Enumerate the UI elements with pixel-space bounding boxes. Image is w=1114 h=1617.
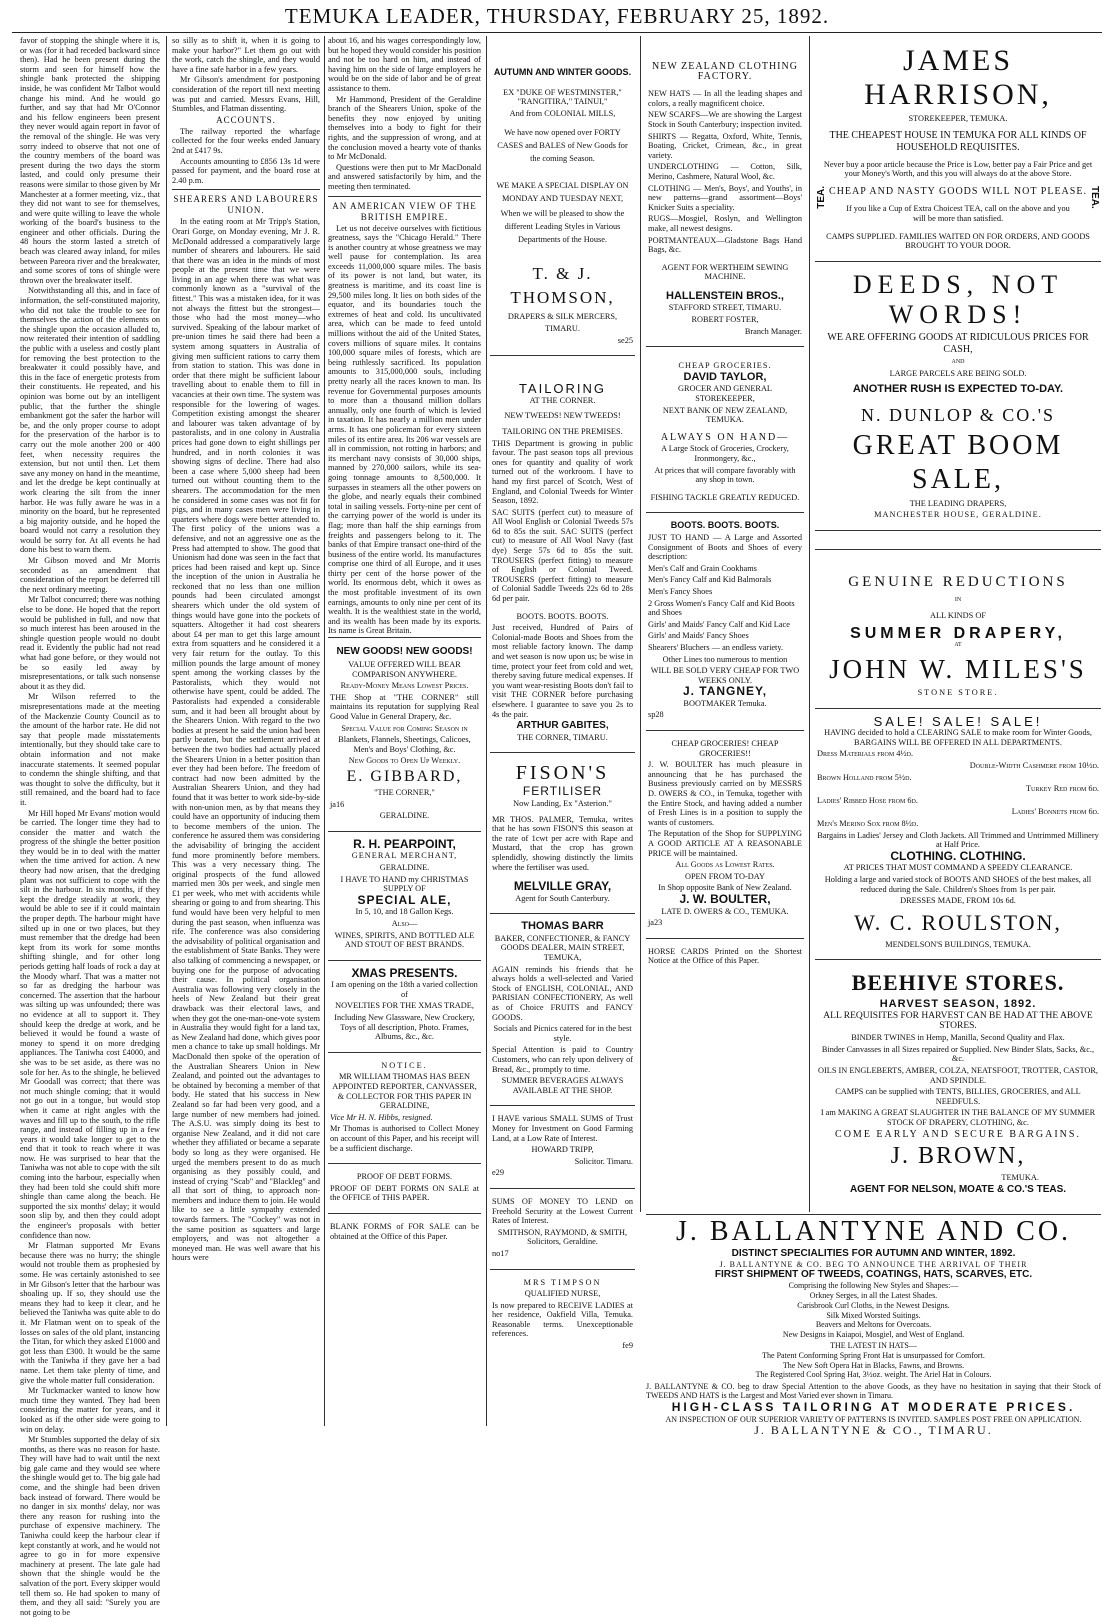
ad-line: Bargains in Ladies' Jersey and Cloth Jackets. All Trimmed and Untrimmed Millinery at Half Price.	[817, 830, 1099, 850]
ad-line: Holding a large and varied stock of BOOTS AND SHOES of the best makes, all reduced during the Sale. Children's Shoes from 1s per pair.	[824, 875, 1092, 894]
ad-advertiser: J. TANGNEY,	[682, 684, 768, 699]
ad-line: NEW TWEEDS! NEW TWEEDS!	[504, 411, 621, 421]
fison-ad	[490, 753, 635, 914]
smithson-ad	[490, 1189, 635, 1270]
list-item: Turkey Red from 6d.	[1025, 784, 1099, 794]
ad-line: I HAVE various SMALL SUMS of Trust Money for Investment on Good Farming Land, at a Low Rate of Interest.	[492, 1114, 633, 1143]
ad-line: In 5, 10, and 18 Gallon Kegs.	[355, 907, 454, 917]
ad-line: THIS Department is growing in public favour. The past season tops all previous ones for quantity and quality of work turned out of the workroom. I have to hand my first parcel of Scotch, West of England, and Colonial Tweeds for Winter Season, 1892.	[492, 438, 633, 506]
ad-line: EX "DUKE OF WESTMINSTER," "RANGITIRA," TAINUI,"	[503, 87, 622, 107]
ad-line: "THE CORNER,"	[374, 787, 435, 797]
column-rule	[809, 36, 810, 1212]
ad-line: Special Value for Coming Season in	[341, 723, 468, 733]
list-item: Ladies' Bonnets from 6d.	[1011, 807, 1099, 817]
ad-line: Also—	[391, 918, 418, 928]
harrison-ad	[815, 36, 1101, 262]
ad-line: Including New Glassware, New Crockery, Toys of all description, Photo. Frames, Albums, &c., &c.	[334, 1013, 475, 1042]
paragraph: so silly as to shift it, when it is going to make your harbor?" Let them go out with the work, catch the shingle, and they would have a fine safe harbor in a few years.	[172, 36, 320, 74]
ad-ref: no17	[492, 1248, 509, 1258]
ad-line: Comprising the following New Styles and Shapes:—	[788, 1280, 959, 1290]
ad-advertiser: T. & J. THOMSON,	[510, 264, 615, 308]
ad-advertiser: N. DUNLOP & CO.'S	[860, 404, 1056, 425]
paragraph: Questions were then put to Mr MacDonald and answered satisfactorily by him, and the meeting then terminated.	[328, 162, 481, 191]
ad-line: CLOTHING — Men's, Boys', and Youths', in new patterns—grand assortment—Boys' Knicker Suits a speciality.	[648, 183, 802, 212]
ad-line: BOOTS. BOOTS. BOOTS.	[516, 611, 609, 621]
ad-line: Solicitor. Timaru.	[574, 1156, 633, 1166]
ad-line: A Large Stock of Groceries, Crockery, Ironmongery, &c.,	[661, 444, 789, 463]
ad-headline: HARVEST SEASON, 1892.	[879, 998, 1037, 1011]
ad-headline: SUMMER DRAPERY,	[850, 624, 1066, 642]
ad-headline: FISON'S	[515, 762, 610, 785]
list-item: Men's Merino Sox from 8½d.	[817, 819, 919, 829]
ad-line: SAC SUITS (perfect cut) to measure of All Wool English or Colonial Tweeds 57s 6d to 85s the suit. SAC SUITS (perfect cut) to measure of All Wool Navy (fast dye) Serge 57s 6d to 85s the suit. TROUSERS (perfect fitting) to measure of English or Colonial Tweed. TROUSERS (perfect fitting) to measure of Colonial Saddle Tweeds 22s 6d to 28s 6d per pair.	[492, 507, 633, 604]
ad-line: GENERAL MERCHANT,	[351, 851, 458, 861]
ad-headline: ANOTHER RUSH IS EXPECTED TO-DAY.	[852, 382, 1064, 395]
ad-advertiser: SMITHSON, RAYMOND, & SMITH, Solicitors, Geraldine.	[497, 1227, 628, 1247]
column-5	[646, 36, 804, 1212]
ad-line: CHEAP AND NASTY GOODS WILL NOT PLEASE.	[829, 185, 1087, 197]
ad-line: Vice Mr H. N. Hibbs, resigned.	[330, 1112, 433, 1122]
list-item: Men's Fancy Calf and Kid Balmorals	[648, 575, 772, 585]
list-item: Ladies' Ribbed Hose from 6d.	[817, 795, 918, 805]
ad-headline: NEW GOODS! NEW GOODS!	[336, 646, 473, 658]
paragraph: Let us not deceive ourselves with fictitious greatness, says the "Chicago Herald." There is another country at whose greatness we may well pause for contemplation. Its area exceeds 11,000,000 square miles. The basis of its power is not land, but water, its greatness is maritime, and its coast line is 29,500 miles long. It lies on both sides of the equator, and its boundaries touch the extremes of heat and cold. Its uncultivated area, which can be made to feed untold millions without the aid of the United States, covers millions of square miles. It contains 100,000 square miles of forests, which are being ruthlessly sacrificed. Its population amounts to 315,000,000 souls, including pretty nearly all the races known to man. Its revenue for Governmental purposes amounts to more than a thousand million dollars annually, only one fourth of which is levied in taxation. It has nearly a million men under arms. It has one policeman for every sixteen miles of its entire area. Its 206 war vessels are all in commission, not rotting in harbors; and its merchant navy consists of 30,000 ships, manned by 270,000 sailors, while its sea-going tonnage amounts to 8,500,000. It surpasses in steamers all the other powers on the globe, and nearly equals their combined total in sailing vessels. Forty-nine per cent of the carrying power of the world is under its flag; more than half the ship earnings from freights and passengers belong to it. The banks of that Empire transact one-third of the business of the entire world. Its manufactures comprise one third of all Europe, and it uses thirty per cent of the horse power of the world. Its enormous debt, which it owes as the most profitable investment of its own earnings, amounts to only nine per cent of its wealth. It is the wealthiest state in the world, and its wealth has been made by its exports. Its name is Great Britain.	[328, 223, 481, 636]
ad-ref: sp28	[648, 710, 664, 720]
ad-line: STONE STORE.	[917, 688, 999, 698]
ad-headline: BOOTS. BOOTS. BOOTS.	[670, 520, 780, 531]
ad-advertiser: MELVILLE GRAY,	[513, 879, 612, 894]
divider	[328, 196, 481, 197]
ad-line: SUMS OF MONEY TO LEND on Freehold Security at the Lowest Current Rates of Interest.	[492, 1196, 633, 1226]
ad-headline: PROOF OF DEBT FORMS.	[356, 1172, 453, 1182]
ad-advertiser: DAVID TAYLOR,	[683, 370, 767, 383]
miles-ad	[815, 549, 1101, 709]
ad-ref: ja23	[648, 918, 663, 928]
ad-line: BLANK FORMS of FOR SALE can be obtained at the Office of this Paper.	[330, 1221, 479, 1241]
ad-line: OPEN FROM TO-DAY	[684, 871, 766, 881]
ad-line: TIMARU.	[545, 323, 580, 333]
paragraph: Mr Hammond, President of the Geraldine branch of the Shearers Union, spoke of the benefits they now enjoyed by uniting themselves into a body to fight for their rights, and the suppression of wrong, and at the conclusion moved a hearty vote of thanks to Mr McDonald.	[328, 94, 481, 162]
taylor-ad	[646, 347, 804, 513]
hallenstein-ad	[646, 36, 804, 347]
ad-line: ROBERT FOSTER,	[691, 315, 759, 325]
paragraph: Mr Gibson moved and Mr Morris seconded as an amendment that consideration of the report be deferred till the next ordinary meeting.	[20, 556, 160, 594]
roulston-ad	[815, 709, 1101, 961]
ad-line: QUALIFIED NURSE,	[524, 1289, 601, 1299]
list-item: Silk Mixed Worsted Suitings.	[826, 1310, 921, 1320]
ad-line: HORSE CARDS Printed on the Shortest Notice at the Office of this Paper.	[648, 946, 802, 966]
paragraph: Notwithstanding all this, and in face of information, the self-constituted majority, who did not take the trouble to see for themselves the action of the elements on the shingle upon the occasion alluded to, now reiterated their intention of saddling the public with a useless and costly plant for removing the best protection to the breakwater it could possibly have, and this in the face of energetic protests from their constituents. He repeated, and his opinion was borne out by an intelligent public, that the further the shingle embankment got the safer the harbor will be, and the only proper course to adopt for the preservation of the harbor is to carry out the mole another 200 or 400 feet, when necessity requires the extension, but not until then. Let them save any money on hand in the meantime, and let the dredge be kept continually at work clearing the silt from the inner harbor. He was fully aware he was in a minority on the board, but he represented a big majority outside, and he hoped the board would not carry a resolution they would be sorry for. At all events he had done his best to warn them.	[20, 286, 160, 555]
ad-line: The Reputation of the Shop for SUPPLYING A GOOD ARTICLE AT A REASONABLE PRICE will be maintained.	[648, 829, 802, 858]
list-item: The Patent Conforming Spring Front Hat is unsurpassed for Comfort.	[762, 1350, 985, 1360]
ad-line: WILL BE SOLD VERY CHEAP FOR TWO WEEKS ONLY.	[650, 666, 800, 685]
ad-line: TAILORING ON THE PREMISES.	[502, 426, 623, 436]
paragraph: Mr Flatman supported Mr Evans because there was no hurry; the shingle would not trouble them as prophesied by some. He was certainly astonished to see in Mr Gibson's letter that the harbour was shoaling up. If so, they should use the means they had to keep it clear, and he believed the Taniwha was quite able to do it. Mr Flatman went on to speak of the losses on sales of the old plant, instancing the Titan, for which they asked £1000 and got less than £300. It would be the same with the Taniwha if they gave her a bad name. Let them take plenty of time, and give the whole matter full consideration.	[20, 1241, 160, 1385]
ad-advertiser: J. W. BOULTER,	[679, 891, 771, 906]
list-item: New Designs in Kaiapoi, Mosgiel, and West of England.	[782, 1329, 965, 1339]
ad-line: AT PRICES THAT MUST COMMAND A SPEEDY CLEARANCE.	[843, 863, 1073, 873]
gibbard-ad	[328, 637, 481, 832]
tailoring-ad	[490, 376, 635, 753]
ad-line: Blankets, Flannels, Sheetings, Calicoes, Men's and Boys' Clothing, &c.	[338, 735, 471, 754]
column-4	[490, 36, 635, 1426]
ad-line: I am MAKING A GREAT SLAUGHTER IN THE BALANCE OF MY SUMMER STOCK OF DRAPERY, CLOTHING, &c.	[820, 1108, 1096, 1127]
ad-line: DRESSES MADE, FROM 10s 6d.	[900, 896, 1016, 906]
ad-advertiser: E. GIBBARD,	[346, 767, 463, 785]
ad-advertiser: W. C. ROULSTON,	[854, 909, 1062, 935]
ad-ref: fe9	[622, 1341, 633, 1351]
paragraph: Mr Tuckmacker wanted to know how much time they wanted. They had been considering the matter for years, and it looked as if the other side were going to win on delay.	[20, 1386, 160, 1434]
ad-line: NOVELTIES FOR THE XMAS TRADE,	[335, 1001, 474, 1011]
ad-line: NEXT BANK OF NEW ZEALAND, TEMUKA.	[662, 405, 788, 425]
ad-line: MANCHESTER HOUSE, GERALDINE.	[874, 510, 1042, 520]
article-heading: AN AMERICAN VIEW OF THE BRITISH EMPIRE.	[332, 200, 477, 222]
ad-line: J. W. BOULTER has much pleasure in announcing that he has purchased the Business previously carried on by MESSRS D. OWERS & CO., in Temuka, together with the Entire Stock, and having added a number of Fresh Lines is in a position to supply the wants of customers.	[648, 760, 802, 827]
list-item: The Registered Cool Spring Hat, 3½oz. weight. The Ariel Hat in Colours.	[755, 1370, 992, 1380]
ad-line: In Shop opposite Bank of New Zealand.	[658, 883, 792, 893]
ad-line: WINES, SPIRITS, AND BOTTLED ALE AND STOUT OF BEST BRANDS.	[334, 930, 475, 950]
ad-ref: se25	[617, 335, 633, 345]
ad-advertiser: HALLENSTEIN BROS.,	[666, 289, 784, 302]
ad-line: DRAPERS & SILK MERCERS,	[507, 312, 618, 322]
paragraph: Mr Wilson referred to the misrepresentations made at the meeting of the Mackenzie County Council as to the amount of the harbor rate. He did not say that people made misstatements intentionally, but they should take care to obtain information and not make inaccurate statements. It seemed popular to condemn the shingle shifting, and that was thought to solve the difficulty, but it still remained, and the board had to face it.	[20, 692, 160, 807]
ad-ref: ja16	[330, 799, 345, 809]
article-heading: SHEARERS AND LABOURERS UNION.	[173, 194, 319, 216]
ad-line: I HAVE TO HAND my CHRISTMAS SUPPLY OF	[340, 874, 469, 894]
ad-line: THE Shop at "THE CORNER" still maintains its reputation for supplying Real Good Value in General Drapery, &c.	[330, 692, 479, 721]
ad-line: NEW HATS — In all the leading shapes and colors, a really magnificent choice.	[648, 89, 802, 108]
ad-line: AN INSPECTION OF OUR SUPERIOR VARIETY OF PATTERNS IS INVITED. SAMPLES POST FREE ON APPLICATION.	[665, 1414, 1082, 1424]
ad-line: PORTMANTEAUX—Gladstone Bags Hand Bags, &c.	[648, 235, 802, 255]
ad-line: BINDER TWINES in Hemp, Manilla, Second Quality and Flax.	[851, 1033, 1065, 1043]
list-item: The New Soft Opera Hat in Blacks, Fawns, and Browns.	[782, 1360, 965, 1370]
ad-line: AGENT FOR WERTHEIM SEWING MACHINE.	[661, 262, 789, 282]
ad-headline: GENUINE REDUCTIONS	[848, 573, 1068, 590]
tripp-ad	[490, 1106, 635, 1189]
paragraph: Mr Stumbles supported the delay of six months, as there was no reason for haste. They will have had to wait until the next big gale came and they would see where the shingle would get to. The big gale had come, and the shingle had been driven back instead of forward. There would be no danger in six months' delay, nor was there any reason for rushing into the purchase of expensive machinery. The Taniwha could keep the harbour clear if kept constantly at work, and he would not agree to go in for more expensive machinery at present. The late gale had shown that the shingle would be the salvation of the port. Every skipper would tell them so. He had spoken to many of them, and they all said: "Surely you are not going to be	[20, 1435, 160, 1617]
ad-line: AGAIN reminds his friends that he always holds a well-selected and Varied Stock of ENGLISH, COLONIAL, AND PARISIAN CONFECTIONERY, As well as of Choice FRUITS and FANCY GOODS.	[492, 964, 633, 1022]
blank-forms-ad	[328, 1214, 481, 1251]
ad-line: At prices that will compare favorably with any shop in town.	[654, 465, 796, 485]
ad-line: GERALDINE.	[379, 811, 430, 821]
pearpoint-ad	[328, 832, 481, 961]
list-item: Orkney Serges, in all the Latest Shades.	[809, 1291, 938, 1301]
ad-ref: e29	[492, 1168, 504, 1178]
ad-line: GERALDINE.	[379, 862, 430, 872]
ad-line: If you like a Cup of Extra Choicest TEA, call on the above and you will be more than satisfied.	[846, 204, 1070, 223]
column-rule	[640, 36, 641, 1212]
ad-line: FISHING TACKLE GREATLY REDUCED.	[650, 492, 800, 502]
section-heading: ACCOUNTS.	[216, 114, 276, 125]
proof-ad	[328, 1164, 481, 1214]
ad-headline: BEEHIVE STORES.	[851, 970, 1065, 996]
column-rule	[324, 36, 325, 1426]
ad-line: Agent for South Canterbury.	[515, 893, 610, 903]
paragraph: Mr Talbot concurred; there was nothing else to be done. He hoped that the report would be published in full, and now that so much interest has been aroused in the shingle question people would no doubt read it. Evidently the public had not read what had gone before, or they would not be so easily led away by misrepresentations, or talk such nonsense about it as they did.	[20, 595, 160, 691]
ad-line: AGENT FOR NELSON, MOATE & CO.'S TEAS.	[849, 1183, 1067, 1195]
ad-line: LATE D. OWERS & CO., TEMUKA.	[661, 906, 789, 916]
ad-line: Now Landing, Ex "Asterion."	[513, 798, 612, 808]
ad-line: SHIRTS — Regatta, Oxford, White, Tennis, Boating, Cricket, Crimean, &c., in great variety.	[648, 131, 802, 160]
ad-line: JUST TO HAND — A Large and Assorted Consignment of Boots and Shoes of every description:	[648, 532, 802, 562]
column-rule	[486, 36, 487, 1426]
ad-line: SUMMER BEVERAGES ALWAYS AVAILABLE AT THE SHOP.	[501, 1076, 624, 1095]
ad-line: ALL REQUISITES FOR HARVEST CAN BE HAD AT THE ABOVE STORES.	[823, 1010, 1093, 1031]
ad-line: PROOF OF DEBT FORMS ON SALE at the OFFICE of THIS PAPER.	[330, 1183, 479, 1203]
list-item: Men's Fancy Shoes	[648, 586, 713, 596]
ad-headline: FERTILISER	[522, 784, 603, 799]
barr-ad	[490, 914, 635, 1106]
column-3	[328, 36, 481, 1426]
list-item: Shearers' Bluchers — an endless variety.	[648, 642, 784, 652]
boulter-ad	[646, 731, 804, 939]
ad-line: We have now opened over FORTY CASES and BALES of New Goods for the coming Season.	[497, 128, 628, 164]
tangney-ad	[646, 513, 804, 731]
paragraph: In the eating room at Mr Tripp's Station, Orari Gorge, on Monday evening, Mr J. R. McDonald addressed a comparatively large number of shearers and labourers. He said that there was an idea in the minds of most people at the present time that we were living in an age when there was what was commonly known as a "survival of the fittest." This was a mistaken idea, for it was not always the fittest but the strongest—those who had the most money—who survived. Speaking of the labour market of pre-union times he said there had been a system among squatters in Australia of giving men sufficient rations to carry them from station to station. This was done in order that there might be sufficient labour travelling about to enable them to fill in vacancies at their own time. The system was responsible for the lowering of wages. Competition existing amongst the shearer and labourer was taken advantage of by pastoralists, and in one colony in Australia prices had gone down to eight shillings per hundred, and in north colonies it was showing signs of decline. There had also been a case where 5,000 sheep had been turned out without counting them to the shearers. The accommodation for the men he considered in some cases was not fit for pigs, and in many cases men were living in quarters where dogs were better attended to. The first policy of the unions was a defensive, and not an aggressive one as the Press had attempted to show. The good that Unionism had done was seen in the fact that prices had been raised and kept up. Since the inception of the union in Australia he reckoned that no less than one million pounds had been circulated amongst shearers which under the old system of things would have gone into the pockets of squatters. Altogether it had cost shearers about £4 per man to get this large amount extra from squatters and he considered it a very fair return for the outlay. To this million pounds the large amount of money spent among the working classes by the Pastoralists, which they would not otherwise have spent, could be added. The Pastoralists had expended a considerable sum, and it had been all brought about by the Shearers Union. With regard to the two bodies at present he said the union had been partly beaten, but the settlement arrived at between the two bodies had actually placed the Shearers Union in a better position than ever they had been before. The freedom of contract had now been admitted by the Australian Shearers Union, and they had found that it was better to work side-by-side with non-union men, as by that means they could have an opportunity of inducing them to become members of the union. The conference he assured them was considering the advisability of bringing the accident fund more prominently before members. This was a very necessary thing. The original prospects of the fund allowed married men 30s per week, and single men £1 per week, who met with accidents while shearing or going to and from shearing. This fund would have been very helpful to men during the past season, when influenza was rife. The conference was also considering the advisability of political organisation and the establishment of State Banks. They were also talking of commencing a newspaper, or buying one for the purpose of advocating their cause. In political organisation Australia was following very closely in the heels of New Zealand but their great drawback was their electoral laws, and when they got the one-man-one-vote system in Australia they would fight for a land tax, as New Zealand had done, which gives poor men a chance to take up small holdings. Mr MacDonald then spoke of the operation of the Australian Shearers Union in New Zealand, and pointed out the advantages to be obtained by becoming a member of that body. He stated that his success in New Zealand so far had been very good, and a large number of new members had joined. The A.S.U. was simply doing its best to organise New Zealand, and it did not care whether they affiliated or became a separate body so long as they were organised. He urged the members present to do as much organising as they possibly could, and instead of crying "Scab" and "Blackleg" and all that sort of thing, to approach non-members and induce them to join. He would like to see a little sympathy extended towards farmers. The "Cockey" was not in the same position as squatters and large employers, and was not altogether a moneyed man. He was well aware that his hours were	[172, 217, 320, 1263]
ad-line: MR THOS. PALMER, Temuka, writes that he has sown FISON'S this season at the rate of 1cwt per acre with Rape and Mustard, that the crop has grown splendidly, showing distinctly the limits where the fertiliser was used.	[492, 814, 633, 872]
ad-advertiser: MRS TIMPSON	[523, 1277, 602, 1287]
ad-headline: NOTICE.	[381, 1060, 428, 1070]
ad-advertiser: J. BALLANTYNE & CO., TIMARU.	[754, 1423, 993, 1438]
list-item: Carisbrook Curl Cloths, in the Newest Designs.	[797, 1300, 950, 1310]
ad-line: CAMPS SUPPLIED. FAMILIES WAITED ON FOR ORDERS, AND GOODS BROUGHT TO YOUR DOOR.	[826, 231, 1090, 251]
list-item: Girls' and Maids' Fancy Calf and Kid Lace	[648, 619, 790, 629]
ad-line: Binder Canvasses in all Sizes repaired or Supplied. New Binder Slats, Sacks, &c., &c.	[821, 1044, 1095, 1064]
ad-line: New Goods to Open Up Weekly.	[348, 756, 461, 766]
ad-line: VALUE OFFERED WILL BEAR COMPARISON ANYWHERE.	[348, 660, 461, 679]
ad-headline: DISTINCT SPECIALITIES FOR AUTUMN AND WINTER, 1892.	[731, 1248, 1016, 1259]
ad-advertiser: J. BROWN,	[890, 1143, 1026, 1170]
ad-line: And from COLONIAL MILLS,	[509, 108, 616, 118]
ad-line: ALL KINDS OF	[930, 611, 986, 621]
ad-line: WE ARE OFFERING GOODS AT RIDICULOUS PRICES FOR CASH,	[827, 331, 1089, 355]
ad-headline: FIRST SHIPMENT OF TWEEDS, COATINGS, HATS, SCARVES, ETC.	[714, 1269, 1033, 1281]
ad-headline: XMAS PRESENTS.	[351, 965, 458, 980]
ad-headline: GREAT BOOM SALE,	[852, 429, 1064, 495]
ad-advertiser: ARTHUR GABITES,	[516, 720, 609, 732]
masthead-rule	[12, 32, 1102, 33]
ad-line: MENDELSON'S BUILDINGS, TEMUKA.	[885, 939, 1031, 949]
ad-headline: CLOTHING. CLOTHING.	[890, 848, 1026, 863]
ad-line: All Goods as Lowest Rates.	[675, 860, 775, 870]
column-rule	[166, 36, 167, 1426]
ad-line: THE CORNER, TIMARU.	[517, 732, 608, 742]
ad-line: OILS IN ENGLEBERTS, AMBER, COLZA, NEATSFOOT, TROTTER, CASTOR, AND SPINDLE.	[818, 1065, 1098, 1085]
ad-line: BAKER, CONFECTIONER, & FANCY GOODS DEALER, MAIN STREET, TEMUKA,	[494, 933, 631, 963]
ad-line: GROCER AND GENERAL STOREKEEPER,	[677, 384, 773, 404]
ad-advertiser: J. BALLANTYNE AND CO.	[675, 1216, 1072, 1247]
ad-line: Special Attention is paid to Country Customers, who can rely upon delivery of Bread, &c., promptly to time.	[492, 1045, 633, 1074]
brown-ad	[815, 960, 1101, 1204]
ad-line: THE LATEST IN HATS—	[830, 1341, 917, 1351]
notice-ad	[328, 1053, 481, 1164]
xmas-ad	[328, 961, 481, 1053]
paragraph: Mr Gibson's amendment for postponing consideration of the report till next meeting was put and carried. Messrs Evans, Hill, Stumbles, and Flatman dissenting.	[172, 75, 320, 114]
ad-line: Branch Manager.	[744, 326, 802, 336]
ad-line: AND	[951, 358, 965, 365]
ad-line: When we will be pleased to show the different Leading Styles in Various Departments of the House.	[500, 209, 625, 245]
ad-line: COME EARLY AND SECURE BARGAINS.	[835, 1128, 1081, 1140]
ad-line: AT THE CORNER.	[529, 395, 596, 405]
ad-advertiser: JOHN W. MILES'S	[829, 654, 1087, 685]
ad-line: Mr Thomas is authorised to Collect Money on account of this Paper, and his receipt will be a sufficient discharge.	[330, 1124, 479, 1153]
ad-line: Never buy a poor article because the Price is Low, better pay a Fair Price and get your Money's Worth, and this you will always do at the above Store.	[823, 159, 1093, 179]
ad-line: RUGS—Mosgiel, Roslyn, and Wellington make, all newest designs.	[648, 214, 802, 233]
ad-line: J. BALLANTYNE & CO. beg to draw Special Attention to the above Goods, as they have no hesitation in saying that their Stock of TWEEDS AND HATS is the Largest and Most Varied ever shown in Timaru.	[646, 1381, 1101, 1401]
ad-line: J. BALLANTYNE & CO. BEG TO ANNOUNCE THE ARRIVAL OF THEIR	[719, 1259, 1028, 1269]
ad-advertiser: JAMES HARRISON,	[864, 44, 1052, 111]
ad-headline: HIGH-CLASS TAILORING AT MODERATE PRICES.	[671, 1399, 1076, 1414]
ad-headline: SALE! SALE! SALE!	[873, 713, 1043, 729]
ad-headline: DEEDS, NOT WORDS!	[852, 269, 1064, 329]
list-item: Girls' and Maids' Fancy Shoes	[648, 631, 749, 641]
ad-line: BOOTMAKER Temuka.	[683, 698, 767, 708]
paragraph: Mr Hill hoped Mr Evans' motion would be carried. The longer time they had to consider the matter and watch the progress of the shingle the better position they would be in to deal with the matter when the time arrived for action. A new theory had now arisen, that the dredging plant was not sufficient to cope with the silt in the harbour. In six months, if they kept the dredge steadily at work, they would be able to see if it could maintain the proper depth. The harbour might have silted up in one or two places, but they must remember that the dredge had been kept from its work for some months shifting shingle, and for other long periods getting half loads of rock a day at the Moody wharf. That was a matter not so far as dredging the harbour was concerned. The assertion that the harbour was silting up was unfounded; there was no evidence at all to support it. They should keep the dredge at work, and he believed it would be found a waste of money to spend it on more dredging appliances. The Taniwha cost £4000, and she was to be set aside, as there was no sole for her. As to the shingle, he believed Mr Goodall was correct; that there was not much shingle coming; that it would not go out in a tongue, but would stop when it came at right angles with the waves and fill up to the south, to the rifle range, and instead of filling up in a few years it would take longer to get to the end that it took to reach where it was now. He was surprised to hear that the Taniwha was not able to cope with the silt coming into the harbour, especially when they had been told she could shift more shingle than came along the beach. He supported the six months' delay; it would soon slip by, and then they could adopt the engineer's proposals with better confidence than now.	[20, 808, 160, 1240]
ballantyne-ad	[646, 1214, 1101, 1438]
tea-side-label: TEA.	[1089, 186, 1100, 209]
list-item: Dress Materials from 4½d.	[817, 749, 914, 759]
ad-line: THE CHEAPEST HOUSE IN TEMUKA FOR ALL KINDS OF HOUSEHOLD REQUISITES.	[829, 129, 1087, 153]
paragraph: favor of stopping the shingle where it is, or was (for it had receded backward since then). Had he been present during the storm and seen for himself how the shingle bank protected the shipping inside, he was confident Mr Talbot would change his mind. And he would go further, and say that had Mr O'Connor and his fellow engineers been present they never would again report in favor of the removal of the shingle. He was very sorry indeed to observe that not one of the country members of the board was present during the two days the storm lasted, and could only presume their reasons were similar to those given by Mr Manchester at a former meeting, viz., that they did not want to see for themselves, and were quite willing to leave the whole working of the board's business to the engineer and other officials. During the 48 hours the storm lasted a stretch of beach was cleared away inland, for miles between Pareora river and the breakwater, and some scores of tons of shingle were thrown over the breakwater itself.	[20, 36, 160, 285]
ad-line: IN	[954, 596, 962, 603]
column-6	[815, 36, 1101, 1212]
ad-line: Ready-Money Means Lowest Prices.	[340, 681, 469, 691]
ad-line: I am opening on the 18th a varied collection of	[331, 980, 478, 999]
ad-headline: SPECIAL ALE,	[357, 892, 452, 907]
paragraph: The railway reported the wharfage collected for the four weeks ended January 2nd at £417 9s.	[172, 126, 320, 155]
horse-cards-ad	[646, 939, 804, 976]
ad-headline: TAILORING	[518, 381, 607, 397]
masthead: TEMUKA LEADER, THURSDAY, FEBRUARY 25, 1892.	[284, 4, 830, 28]
list-item: Men's Calf and Grain Cookhams	[648, 563, 757, 573]
ad-headline: NEW ZEALAND CLOTHING FACTORY.	[652, 61, 798, 82]
ad-line: Is now prepared to RECEIVE LADIES at her residence, Oakfield Villa, Temuka. Reasonable terms. Unexceptionable references.	[492, 1300, 633, 1339]
ad-line: THE LEADING DRAPERS,	[909, 498, 1007, 508]
ad-advertiser: HOWARD TRIPP,	[531, 1145, 594, 1155]
ad-line: UNDERCLOTHING — Cotton, Silk, Merino, Cashmere, Natural Wool, &c.	[648, 162, 802, 181]
timpson-ad	[490, 1270, 635, 1361]
dunlop-ad	[815, 262, 1101, 531]
list-item: Double-Width Cashmere from 10½d.	[969, 761, 1099, 771]
ad-headline: ALWAYS ON HAND—	[660, 431, 790, 443]
paragraph: about 16, and his wages correspondingly low, but he hoped they would consider his position and not be too hard on him, and instead of having him on the side of large employers he would be on the side of labor and be of great assistance to them.	[328, 36, 481, 93]
ad-advertiser: R. H. PEARPOINT,	[353, 836, 456, 851]
ad-line: Socials and Picnics catered for in the best style.	[493, 1024, 632, 1043]
ad-line: NEW SCARFS—We are showing the Largest Stock in South Canterbury; inspection invited.	[648, 110, 802, 129]
paragraph: Accounts amounting to £856 13s 1d were passed for payment, and the board rose at 2.40 p.m.	[172, 156, 320, 185]
ad-line: WE MAKE A SPECIAL DISPLAY ON MONDAY AND TUESDAY NEXT,	[496, 181, 629, 204]
ad-line: CAMPS can be supplied with TENTS, BILLIES, GROCERIES, and ALL NEEDFULS.	[835, 1087, 1081, 1106]
ad-headline: CHEAP GROCERIES.	[678, 361, 772, 371]
list-item: 2 Gross Women's Fancy Calf and Kid Boots and Shoes	[648, 598, 795, 618]
tea-side-label: TEA.	[816, 186, 827, 209]
ad-line: STOREKEEPER, TEMUKA.	[908, 114, 1008, 123]
column-1	[20, 36, 160, 1617]
list-item: Beavers and Meltons for Overcoats.	[815, 1320, 932, 1330]
ad-line: MR WILLIAM THOMAS HAS BEEN APPOINTED REPORTER, CANVASSER, & COLLECTOR FOR THIS PAPER IN GERALDINE,	[332, 1072, 477, 1111]
ad-line: Other Lines too numerous to mention	[662, 654, 788, 664]
ad-line: STAFFORD STREET, TIMARU.	[668, 303, 782, 313]
ad-line: LARGE PARCELS ARE BEING SOLD.	[889, 369, 1027, 379]
thomson-ad	[490, 36, 635, 356]
ad-advertiser: THOMAS BARR	[521, 920, 604, 933]
ad-headline: CHEAP GROCERIES! CHEAP GROCERIES!!	[671, 739, 779, 758]
ad-line: AT	[954, 641, 962, 648]
divider	[172, 189, 320, 190]
ad-line: TEMUKA.	[1001, 1173, 1039, 1183]
column-2	[172, 36, 320, 1426]
list-item: Brown Holland from 5½d.	[817, 772, 912, 782]
ad-line: HAVING decided to hold a CLEARING SALE to make room for Winter Goods, BARGAINS WILL BE OFFERED IN ALL DEPARTMENTS.	[824, 728, 1092, 747]
ad-headline: AUTUMN AND WINTER GOODS.	[493, 67, 632, 77]
ad-line: Just received, Hundred of Pairs of Colonial-made Boots and Shoes from the most reliable factory known. The damp and wet season is now upon us; be wise in time, protect your feet from cold and wet, thereby saving future medical expenses. If you want wear-resisting Boots don't fail to visit THE CORNER before purchasing elsewhere. I guarantee to save you 2s to 4s the pair.	[492, 623, 633, 719]
